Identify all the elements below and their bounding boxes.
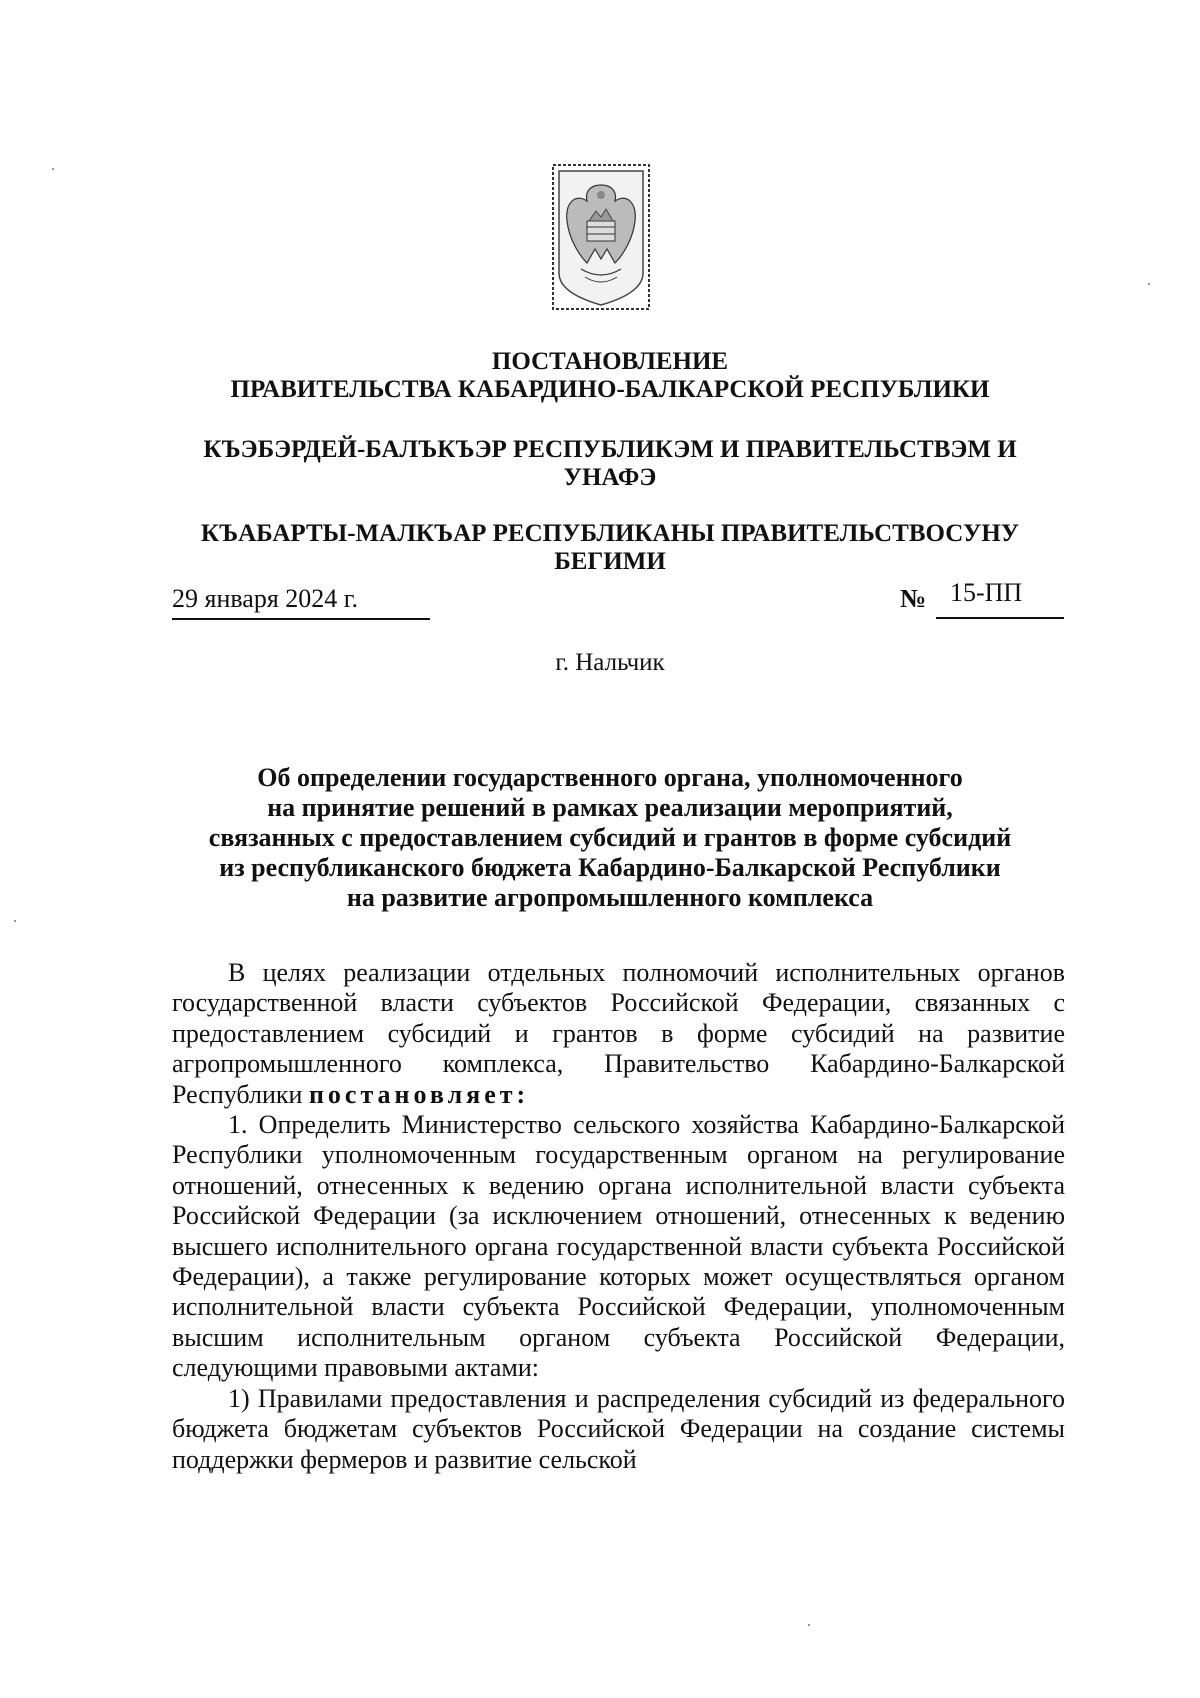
heading-government: ПРАВИТЕЛЬСТВА КАБАРДИНО-БАЛКАРСКОЙ РЕСПУБЛИКИ <box>230 376 990 403</box>
title-line: из республиканского бюджета Кабардино-Балкарской Республики <box>219 853 1001 882</box>
title-line: на развитие агропромышленного комплекса <box>346 883 874 912</box>
title-line: Об определении государственного органа, уполномоченного <box>257 763 963 792</box>
keyword-resolves: постановляет: <box>308 1079 530 1109</box>
heading-balkar-line1: КЪАБАРТЫ-МАЛКЪАР РЕСПУБЛИКАНЫ ПРАВИТЕЛЬСТВОСУНУ <box>200 520 1020 547</box>
paragraph-preamble <box>172 958 1065 1110</box>
heading-kabardian-line2: УНАФЭ <box>563 464 657 491</box>
scan-speck <box>14 920 16 922</box>
scan-speck <box>1148 283 1150 285</box>
heading-balkar-line2: БЕГИМИ <box>554 548 666 575</box>
paragraph-subitem-1: 1) Правилами предоставления и распределения субсидий из федерального бюджета бюджетам субъектов Российской Федерации на создание системы поддержки фермеров и развитие сельской <box>172 1383 1065 1474</box>
preamble-text: В целях реализации отдельных полномочий исполнительных органов государственной власти субъектов Российской Федерации, связанных с предоставлением субсидий и грантов в форме субсидий на развитие агропромышленного комплекса, Правительство Кабардино-Балкарской Республики <box>172 958 1065 1109</box>
title-line: связанных с предоставлением субсидий и грантов в форме субсидий <box>208 823 1012 852</box>
number-sign: № <box>900 584 927 613</box>
document-number: 15-ПП <box>950 578 1023 607</box>
coat-of-arms-emblem <box>551 163 651 311</box>
document-city: г. Нальчик <box>555 649 665 676</box>
scan-speck <box>52 168 54 170</box>
document-date: 29 января 2024 г. <box>172 584 359 613</box>
heading-kabardian-line1: КЪЭБЭРДЕЙ-БАЛЪКЪЭР РЕСПУБЛИКЭМ И ПРАВИТЕЛЬСТВЭМ И <box>203 436 1017 463</box>
date-underline <box>172 618 430 620</box>
paragraph-item-1: 1. Определить Министерство сельского хозяйства Кабардино-Балкарской Республики уполномоченным государственным органом на регулирование отношений, отнесенных к ведению органа исполнительной власти субъекта Российской Федерации (за исключением отношений, отнесенных к ведению высшего исполнительного органа государственной власти субъекта Российской Федерации), а также регулирование которых может осуществляться органом исполнительной власти субъекта Российской Федерации, уполномоченным высшим исполнительным органом субъекта Российской Федерации, следующими правовыми актами: <box>172 1110 1065 1383</box>
number-underline <box>936 617 1064 619</box>
heading-resolution: ПОСТАНОВЛЕНИЕ <box>491 348 729 375</box>
document-body <box>172 958 1065 1475</box>
scan-speck <box>808 1624 810 1626</box>
document-title <box>160 763 1060 913</box>
title-line: на принятие решений в рамках реализации мероприятий, <box>267 793 953 822</box>
